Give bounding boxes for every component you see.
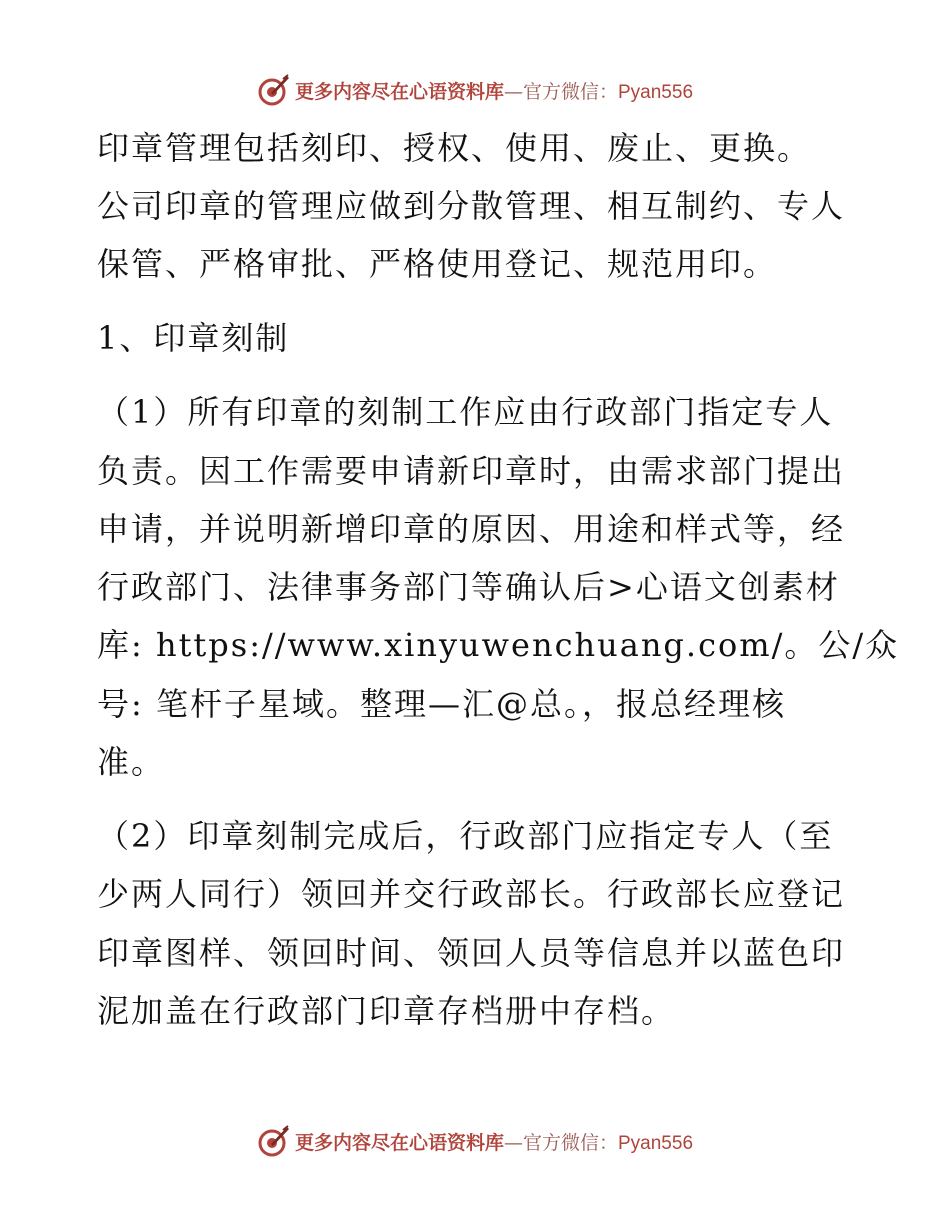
paragraph-line: 负责。因工作需要申请新印章时，由需求部门提出 (97, 452, 846, 490)
banner-dash: — (503, 1131, 523, 1154)
banner-brand: 更多内容尽在心语资料库 (294, 1131, 504, 1154)
header-banner (0, 70, 950, 110)
paragraph-line: 泥加盖在行政部门印章存档册中存档。 (97, 992, 676, 1030)
paragraph-line: 号: 笔杆子星域。整理—汇@总。，报总经理核 (97, 685, 786, 723)
banner-wechat-label: 官方微信： (522, 80, 618, 103)
paragraph-line: （2）印章刻制完成后，行政部门应指定专人（至 (97, 817, 834, 855)
paragraph-line: 少两人同行）领回并交行政部长。行政部长应登记 (97, 875, 846, 913)
quill-pen-logo-icon (257, 1124, 291, 1158)
paragraph-line: 准。 (97, 743, 166, 781)
banner-text (295, 77, 693, 104)
banner-dash: — (503, 80, 523, 103)
banner-wechat-label: 官方微信： (522, 1131, 618, 1154)
paragraph-line: （1）所有印章的刻制工作应由行政部门指定专人 (97, 393, 834, 431)
section-heading: 1、印章刻制 (97, 319, 290, 357)
banner-brand: 更多内容尽在心语资料库 (294, 80, 504, 103)
footer-banner (0, 1121, 950, 1161)
banner-wechat-id: Pyan556 (618, 1132, 694, 1154)
paragraph-line: 保管、严格审批、严格使用登记、规范用印。 (97, 245, 778, 283)
paragraph-line: 印章管理包括刻印、授权、使用、废止、更换。 (97, 129, 812, 167)
banner-wechat-id: Pyan556 (618, 81, 694, 103)
paragraph-line: 印章图样、领回时间、领回人员等信息并以蓝色印 (97, 934, 846, 972)
quill-pen-logo-icon (257, 73, 291, 107)
paragraph-line: 行政部门、法律事务部门等确认后>心语文创素材 (97, 568, 840, 606)
paragraph-line: 库: https://www.xinyuwenchuang.com/。公/众 (97, 626, 900, 664)
paragraph-line: 公司印章的管理应做到分散管理、相互制约、专人 (97, 187, 846, 225)
paragraph-line: 申请，并说明新增印章的原因、用途和样式等，经 (97, 510, 846, 548)
banner-text (295, 1128, 693, 1155)
